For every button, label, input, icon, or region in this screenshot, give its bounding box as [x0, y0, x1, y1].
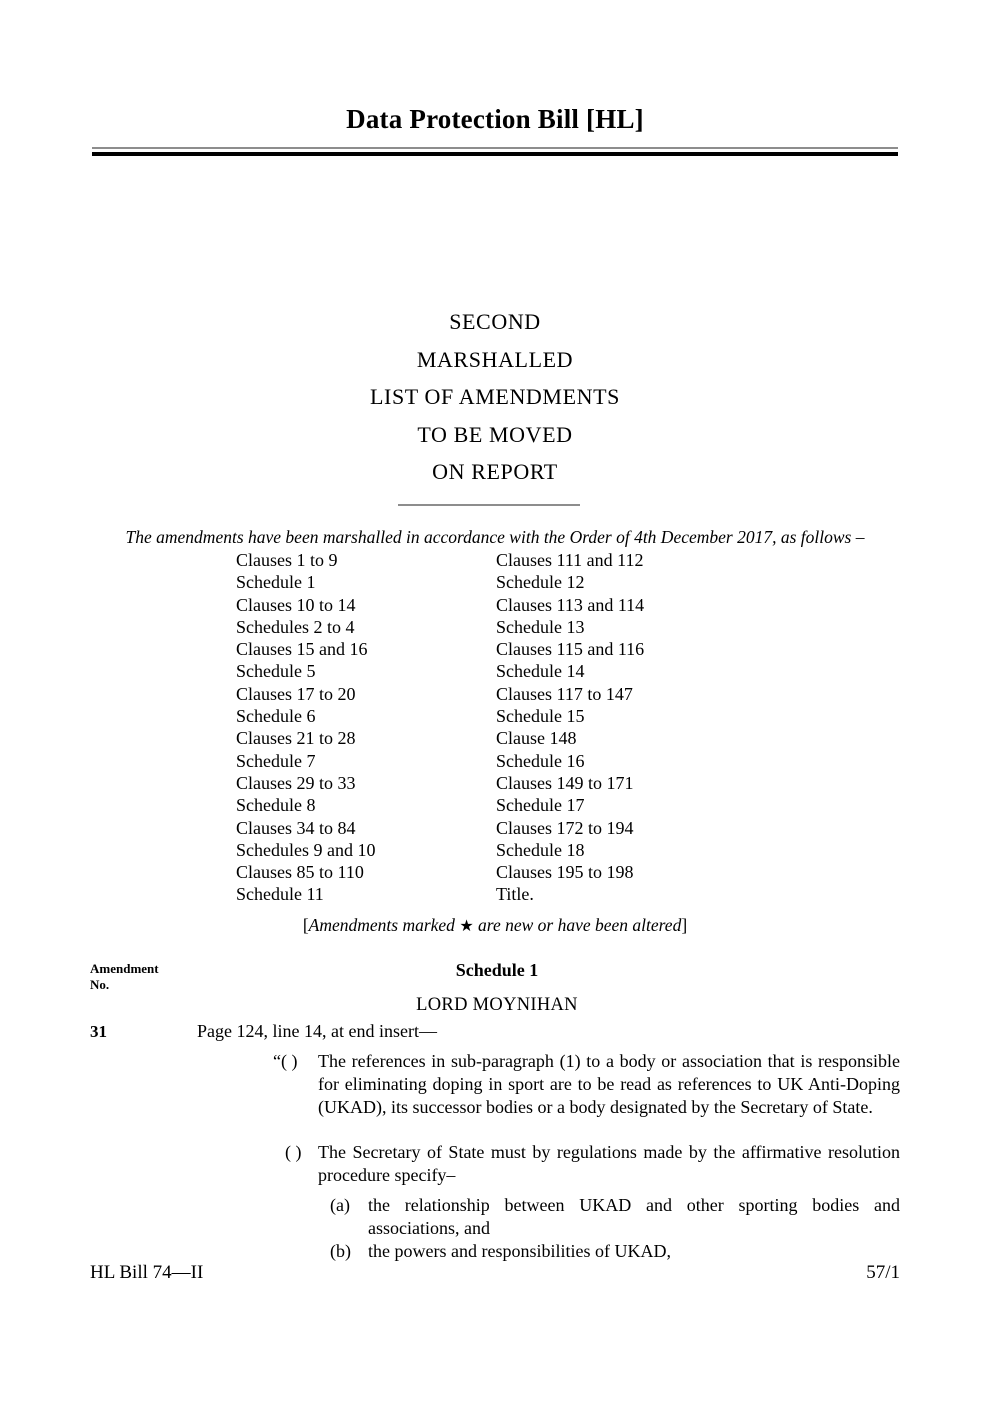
subitem-marker: (a)	[330, 1195, 350, 1215]
subitem-b	[330, 1240, 900, 1263]
clause-row	[236, 727, 756, 749]
amendment-subitems	[330, 1194, 900, 1264]
clause-row	[236, 683, 756, 705]
marshalling-note: The amendments have been marshalled in accordance with the Order of 4th December 2017, as follows –	[125, 527, 865, 547]
clause-left-6: Clauses 17 to 20	[236, 683, 356, 704]
clause-row	[236, 839, 756, 861]
subitem-marker: (b)	[330, 1241, 351, 1262]
clause-right-1: Schedule 12	[496, 572, 585, 593]
clause-right-9: Schedule 16	[496, 750, 585, 771]
heading-line-2: MARSHALLED	[416, 346, 574, 372]
clause-left-9: Schedule 7	[236, 750, 316, 771]
paragraph-body	[285, 1141, 900, 1187]
star-note-text-before: Amendments marked	[308, 915, 460, 935]
schedule-heading: Schedule 1	[455, 960, 539, 980]
subitem-a	[330, 1194, 900, 1240]
amendment-paragraph-1	[273, 1050, 900, 1120]
clause-left-8: Clauses 21 to 28	[236, 728, 356, 749]
clause-right-3: Schedule 13	[496, 616, 585, 637]
page-title: Data Protection Bill [HL]	[346, 104, 644, 134]
clause-row	[236, 817, 756, 839]
paragraph-text: The references in sub-paragraph (1) to a body or association that is responsible for eliminating doping in sport are to be read as references to UK Anti-Doping (UKAD), its successor bodies or a body designated by the Secretary of State.	[318, 1051, 900, 1118]
clause-row	[236, 549, 756, 571]
clause-right-10: Clauses 149 to 171	[496, 772, 634, 793]
header-rule-thick	[92, 152, 898, 156]
paragraph-marker: “( )	[273, 1051, 298, 1071]
amendment-no-column-label	[90, 961, 210, 992]
clause-row	[236, 660, 756, 682]
member-name: LORD MOYNIHAN	[416, 995, 578, 1015]
star-note-text-after: are new or have been altered	[473, 915, 682, 935]
amendment-number: 31	[90, 1022, 107, 1041]
heading-stack	[95, 303, 895, 491]
clause-row	[236, 750, 756, 772]
amendment-lead-in: Page 124, line 14, at end insert—	[197, 1021, 437, 1041]
header-rule-thin	[92, 147, 898, 149]
clause-row	[236, 772, 756, 794]
subitem-text: the powers and responsibilities of UKAD,	[368, 1241, 671, 1262]
heading-line-1: SECOND	[449, 309, 541, 334]
heading-line-3: LIST OF AMENDMENTS	[370, 384, 620, 409]
clause-left-15: Schedule 11	[236, 884, 324, 905]
clause-row	[236, 883, 756, 905]
clause-row	[236, 861, 756, 883]
clause-right-14: Clauses 195 to 198	[496, 862, 634, 883]
clause-row	[236, 794, 756, 816]
clause-left-1: Schedule 1	[236, 572, 316, 593]
clause-right-6: Clauses 117 to 147	[496, 683, 633, 704]
footer-bill-reference: HL Bill 74—II	[90, 1262, 204, 1283]
clause-right-15: Title.	[496, 884, 534, 905]
clause-right-7: Schedule 15	[496, 706, 585, 727]
clause-left-4: Clauses 15 and 16	[236, 639, 368, 660]
subitem-text: the relationship between UKAD and other sporting bodies and associations, and	[368, 1195, 900, 1239]
clause-left-3: Schedules 2 to 4	[236, 616, 355, 637]
clause-right-4: Clauses 115 and 116	[496, 639, 645, 660]
star-icon: ★	[459, 918, 474, 935]
clause-right-11: Schedule 17	[496, 795, 585, 816]
clause-left-7: Schedule 6	[236, 706, 316, 727]
clause-left-2: Clauses 10 to 14	[236, 594, 356, 615]
clause-left-10: Clauses 29 to 33	[236, 772, 356, 793]
heading-line-4: TO BE MOVED	[417, 421, 573, 447]
clause-left-0: Clauses 1 to 9	[236, 550, 338, 570]
clause-row	[236, 571, 756, 593]
star-note-open-bracket: [	[302, 915, 309, 935]
clause-row	[236, 616, 756, 638]
clause-list	[236, 549, 756, 906]
amendment-no-label-line1: Amendment	[90, 961, 159, 976]
amendment-paragraph-2	[285, 1141, 900, 1187]
clause-row	[236, 705, 756, 727]
clause-right-0: Clauses 111 and 112	[496, 550, 644, 570]
clause-left-12: Clauses 34 to 84	[236, 817, 356, 838]
heading-line-5: ON REPORT	[432, 459, 558, 484]
footer-page-number: 57/1	[866, 1262, 900, 1283]
clause-left-14: Clauses 85 to 110	[236, 862, 364, 883]
clause-right-12: Clauses 172 to 194	[496, 817, 634, 838]
amendment-no-label-line2: No.	[90, 976, 110, 992]
clause-left-13: Schedules 9 and 10	[236, 839, 376, 860]
clause-right-13: Schedule 18	[496, 839, 585, 860]
clause-row	[236, 638, 756, 660]
paragraph-body	[273, 1050, 900, 1120]
clause-left-11: Schedule 8	[236, 795, 316, 816]
star-note	[95, 915, 895, 936]
clause-right-8: Clause 148	[496, 728, 577, 749]
clause-left-5: Schedule 5	[236, 661, 316, 682]
clause-right-5: Schedule 14	[496, 661, 585, 682]
star-note-close-bracket: ]	[681, 915, 688, 935]
clause-right-2: Clauses 113 and 114	[496, 594, 645, 615]
paragraph-text: The Secretary of State must by regulations made by the affirmative resolution procedure specify–	[318, 1142, 900, 1186]
section-divider-rule	[398, 504, 580, 506]
paragraph-marker: ( )	[285, 1142, 302, 1162]
clause-row	[236, 594, 756, 616]
